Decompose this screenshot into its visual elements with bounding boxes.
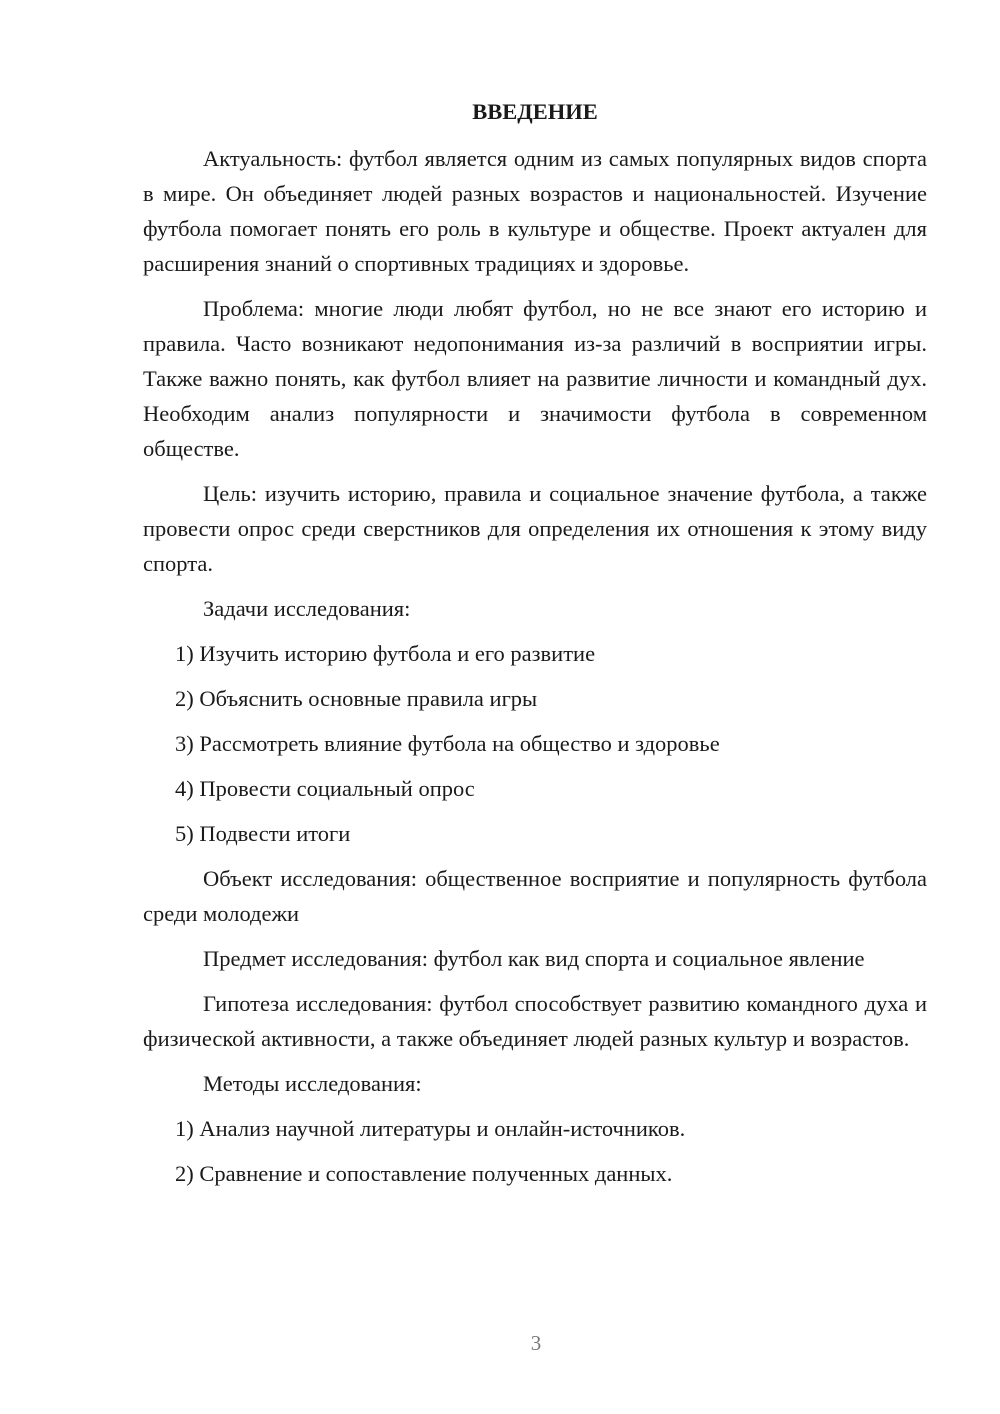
method-item: 2) Сравнение и сопоставление полученных данных. [175, 1161, 673, 1186]
problem-paragraph: Проблема: многие люди любят футбол, но не все знают его историю и правила. Часто возникают недопонимания из-за различий в восприятии игры. Также важно понять, как футбол влияет на развитие личности и командный дух. Необходим анализ популярности и значимости футбола в современном обществе. [143, 296, 927, 461]
task-item: 5) Подвести итоги [175, 821, 351, 846]
methods-title: Методы исследования: [203, 1071, 422, 1096]
task-item: 1) Изучить историю футбола и его развитие [175, 641, 596, 666]
goal-paragraph: Цель: изучить историю, правила и социальное значение футбола, а также провести опрос среди сверстников для определения их отношения к этому виду спорта. [143, 481, 927, 576]
object-paragraph: Объект исследования: общественное восприятие и популярность футбола среди молодежи [143, 866, 927, 926]
task-item: 4) Провести социальный опрос [175, 776, 475, 801]
page-content [143, 94, 927, 1201]
hypothesis-paragraph: Гипотеза исследования: футбол способствует развитию командного духа и физической активности, а также объединяет людей разных культур и возрастов. [143, 991, 927, 1051]
subject-paragraph: Предмет исследования: футбол как вид спорта и социальное явление [203, 946, 865, 971]
section-heading: ВВЕДЕНИЕ [472, 99, 598, 124]
task-item: 3) Рассмотреть влияние футбола на общество и здоровье [175, 731, 720, 756]
page-number: 3 [530, 1331, 542, 1355]
method-item: 1) Анализ научной литературы и онлайн-источников. [175, 1116, 686, 1141]
relevance-paragraph: Актуальность: футбол является одним из самых популярных видов спорта в мире. Он объединяет людей разных возрастов и национальностей. Изучение футбола помогает понять его роль в культуре и обществе. Проект актуален для расширения знаний о спортивных традициях и здоровье. [143, 146, 927, 276]
task-item: 2) Объяснить основные правила игры [175, 686, 538, 711]
tasks-title: Задачи исследования: [203, 596, 411, 621]
